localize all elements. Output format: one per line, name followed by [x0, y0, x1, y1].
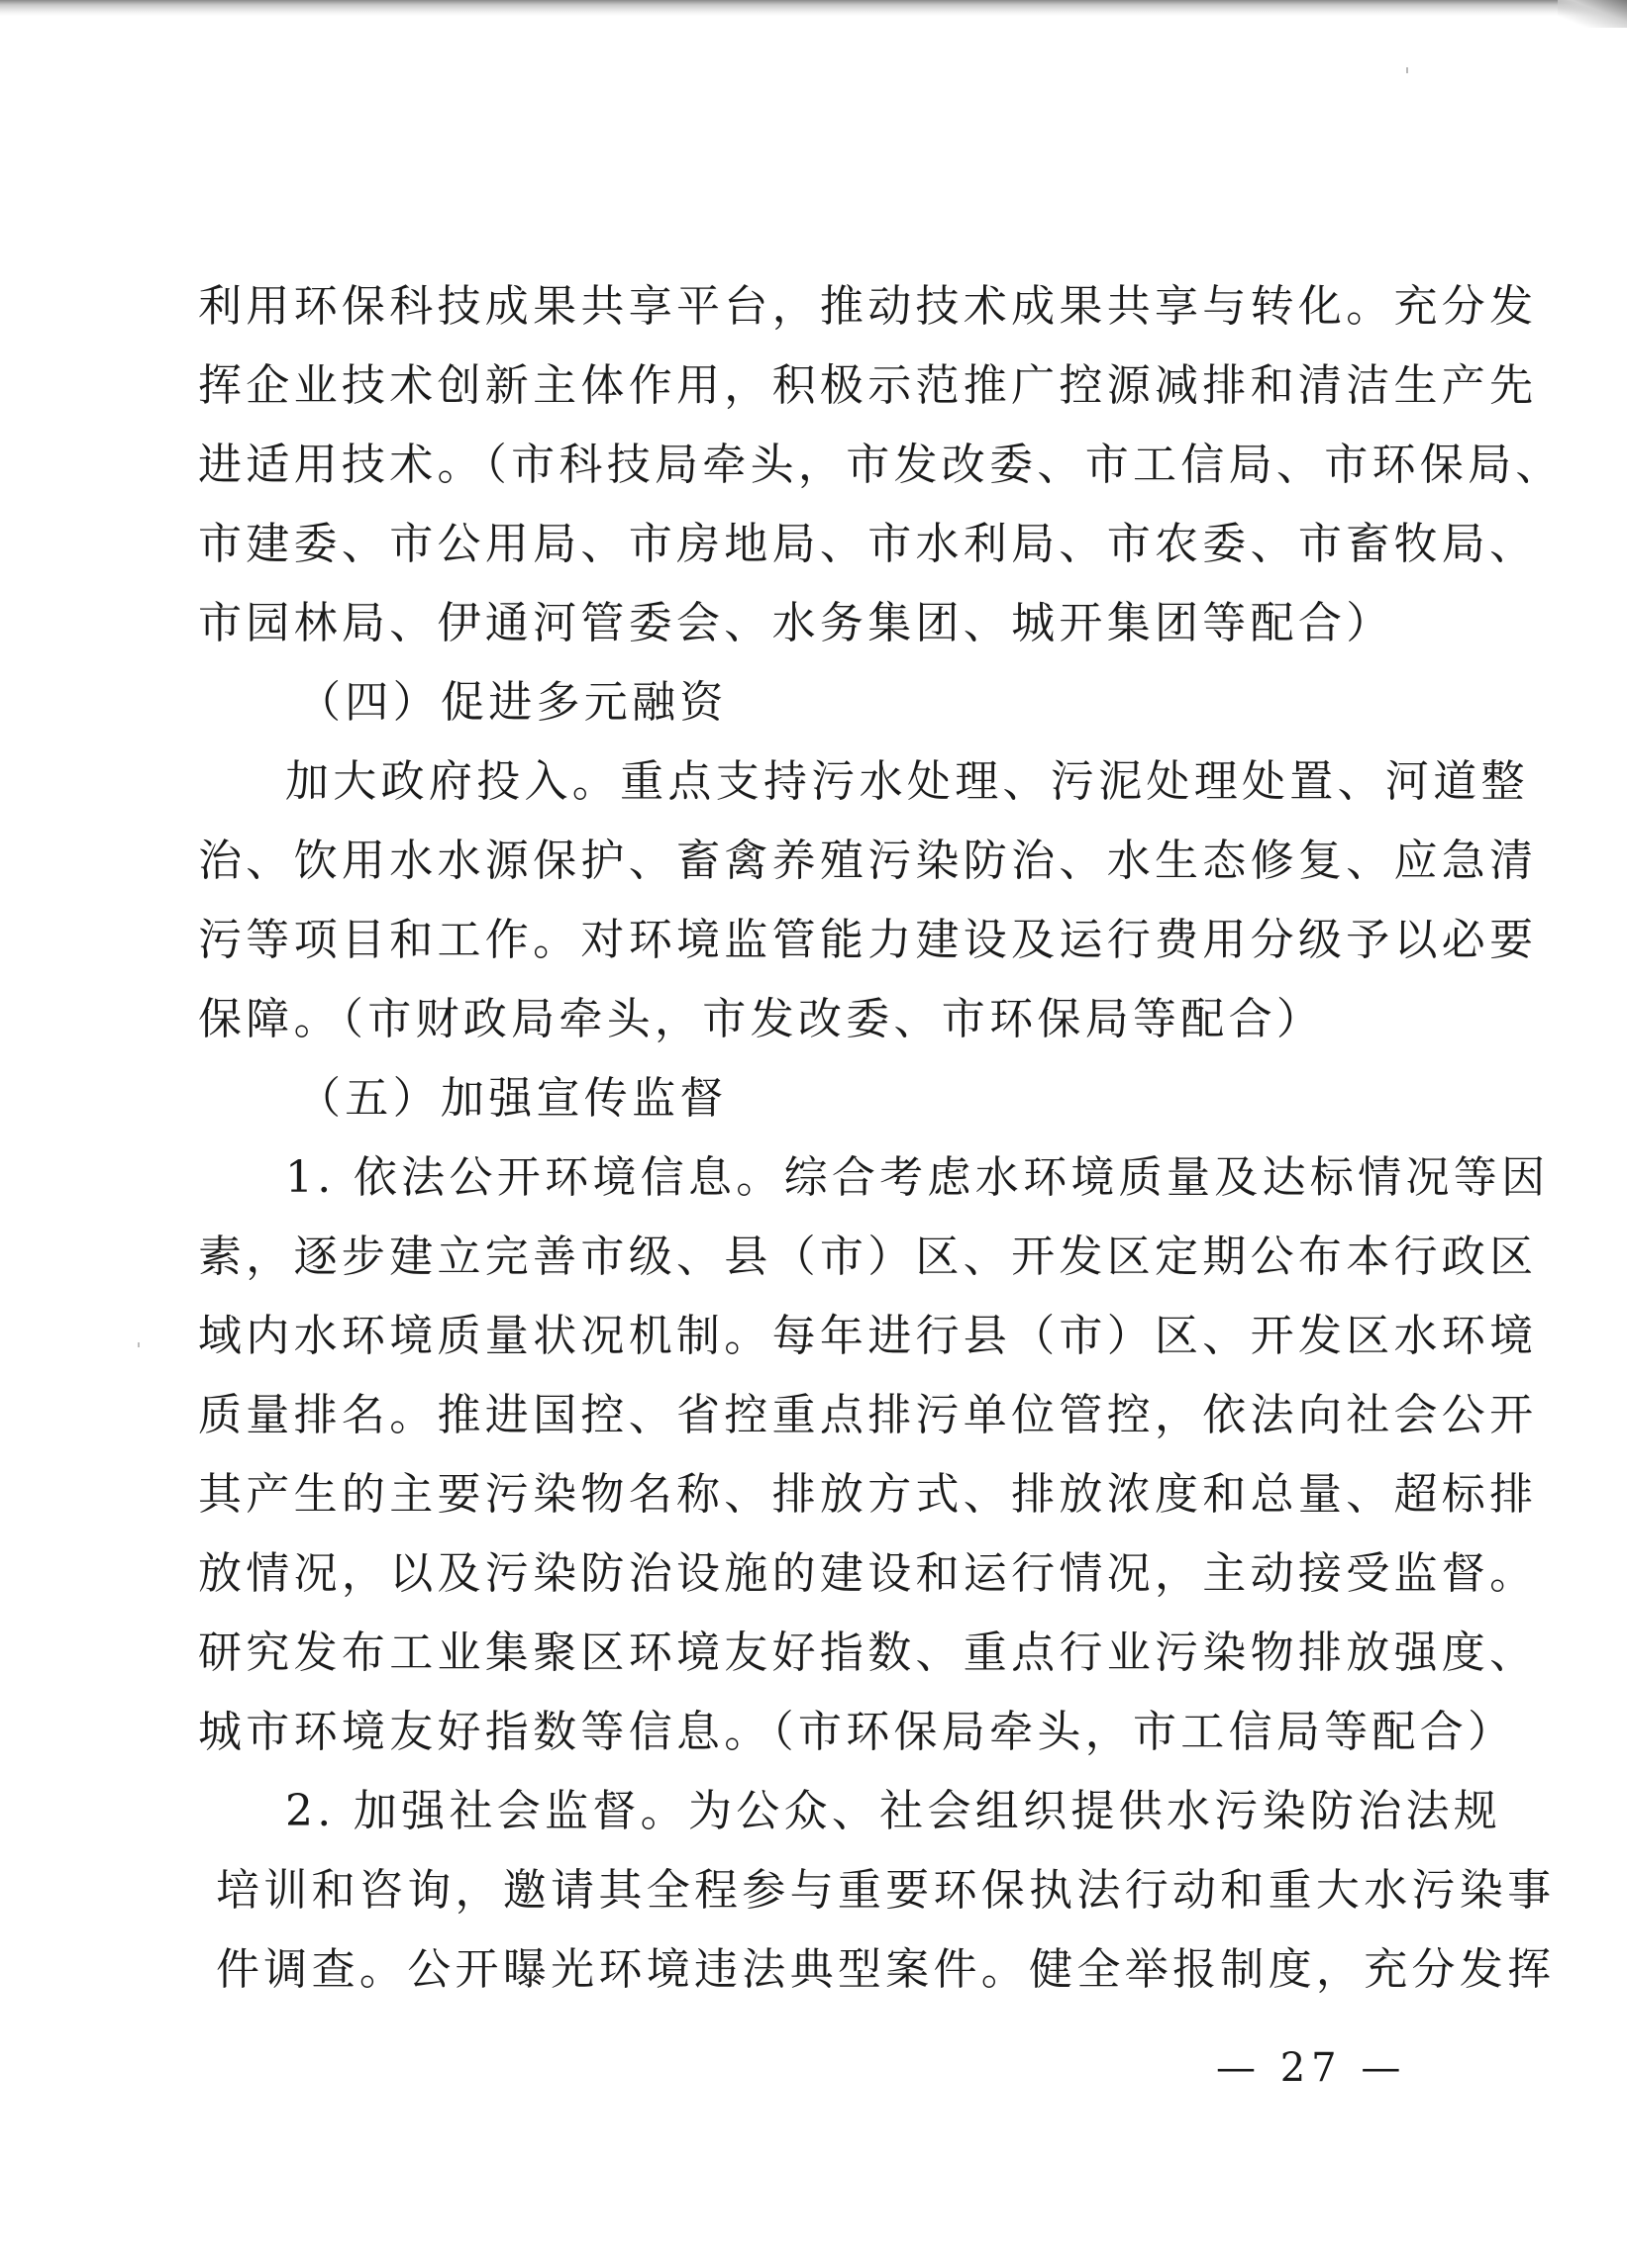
- paragraph-line: 放情况，以及污染防治设施的建设和运行情况，主动接受监督。: [198, 1548, 1538, 1599]
- paragraph-line: 保障。（市财政局牵头，市发改委、市环保局等配合）: [198, 994, 1325, 1044]
- paragraph-line: 1. 依法公开环境信息。综合考虑水环境质量及达标情况等因: [285, 1152, 1550, 1203]
- page-number: — 27 —: [1216, 2045, 1407, 2091]
- document-body: [198, 267, 1564, 2010]
- section-heading: （四）促进多元融资: [297, 677, 728, 728]
- paragraph-line: 2. 加强社会监督。为公众、社会组织提供水污染防治法规: [285, 1786, 1502, 1836]
- paragraph-line: 进适用技术。（市科技局牵头，市发改委、市工信局、市环保局、: [198, 440, 1564, 490]
- scan-speck: [1406, 67, 1408, 73]
- paragraph-line: 加大政府投入。重点支持污水处理、污泥处理处置、河道整: [285, 756, 1529, 807]
- scan-top-edge-shadow: [0, 0, 1627, 16]
- paragraph-line: 挥企业技术创新主体作用，积极示范推广控源减排和清洁生产先: [198, 360, 1538, 411]
- paragraph-line: 件调查。公开曝光环境违法典型案件。健全举报制度，充分发挥: [216, 1944, 1556, 1995]
- paragraph-line: 利用环保科技成果共享平台，推动技术成果共享与转化。充分发: [198, 281, 1538, 332]
- paragraph-line: 市建委、市公用局、市房地局、市水利局、市农委、市畜牧局、: [198, 519, 1538, 569]
- paragraph-line: 污等项目和工作。对环境监管能力建设及运行费用分级予以必要: [198, 915, 1538, 965]
- paragraph-line: 质量排名。推进国控、省控重点排污单位管控，依法向社会公开: [198, 1390, 1538, 1440]
- paragraph-line: 素，逐步建立完善市级、县（市）区、开发区定期公布本行政区: [198, 1232, 1538, 1282]
- paragraph-line: 其产生的主要污染物名称、排放方式、排放浓度和总量、超标排: [198, 1469, 1538, 1520]
- paragraph-line: 培训和咨询，邀请其全程参与重要环保执法行动和重大水污染事: [216, 1865, 1556, 1916]
- section-heading: （五）加强宣传监督: [297, 1073, 728, 1124]
- paragraph-line: 域内水环境质量状况机制。每年进行县（市）区、开发区水环境: [198, 1311, 1538, 1361]
- scan-corner-shadow: [1558, 0, 1627, 28]
- paragraph-line: 市园林局、伊通河管委会、水务集团、城开集团等配合）: [198, 598, 1394, 648]
- paragraph-line: 城市环境友好指数等信息。（市环保局牵头，市工信局等配合）: [198, 1707, 1516, 1757]
- scan-margin-mark: [138, 1342, 140, 1347]
- paragraph-line: 研究发布工业集聚区环境友好指数、重点行业污染物排放强度、: [198, 1627, 1538, 1678]
- paragraph-line: 治、饮用水水源保护、畜禽养殖污染防治、水生态修复、应急清: [198, 836, 1538, 886]
